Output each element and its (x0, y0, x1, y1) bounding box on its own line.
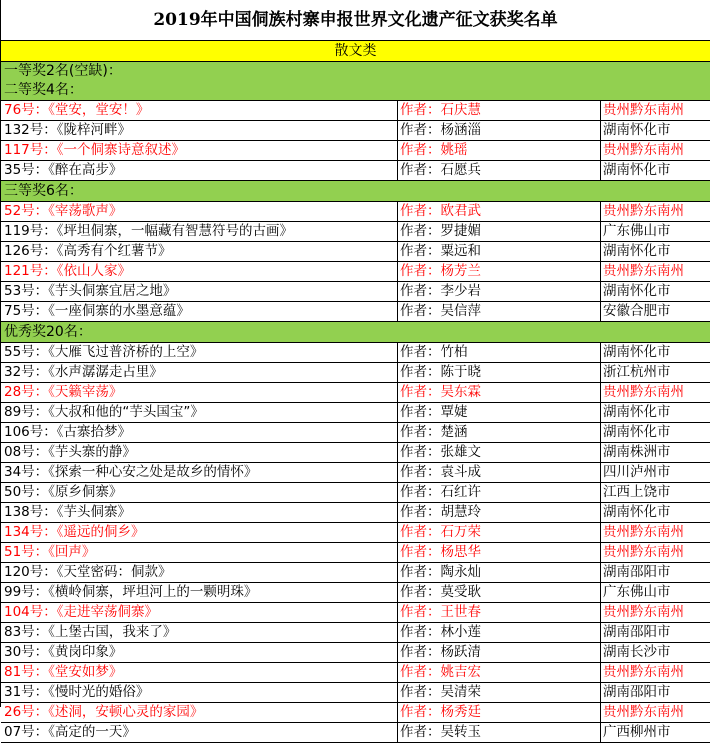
entry-number: 35号： (4, 162, 49, 178)
entry-place: 广西柳州市 (600, 723, 710, 742)
entry-number: 104号： (4, 604, 57, 620)
entry-title-cell (1, 683, 397, 702)
table-row (1, 683, 710, 703)
entry-title-cell (1, 403, 397, 422)
entry-number: 07号： (4, 724, 49, 740)
entry-author: 作者：杨秀廷 (397, 703, 600, 722)
entry-title-cell (1, 623, 397, 642)
entry-title: 《大叔和他的“芋头国宝”》 (48, 404, 204, 420)
entry-title: 《述洞，安顿心灵的家园》 (48, 704, 204, 720)
table-row (1, 563, 710, 583)
table-row (1, 222, 710, 242)
entry-place: 湖南邵阳市 (600, 683, 710, 702)
entry-number: 117号： (4, 142, 57, 158)
table-row (1, 202, 710, 222)
second-prize-list (1, 101, 710, 181)
entry-author: 作者：杨跃清 (397, 643, 600, 662)
entry-place: 四川泸州市 (600, 463, 710, 482)
entry-title: 《大雁飞过普济桥的上空》 (48, 344, 204, 360)
entry-number: 08号： (4, 444, 49, 460)
table-row (1, 302, 710, 322)
entry-title: 《原乡侗寨》 (48, 484, 123, 500)
table-row (1, 423, 710, 443)
entry-title-cell (1, 383, 397, 402)
entry-place: 湖南怀化市 (600, 242, 710, 261)
entry-number: 119号： (4, 223, 57, 239)
entry-author: 作者：陈于晓 (397, 363, 600, 382)
table-row (1, 663, 710, 683)
table-row (1, 463, 710, 483)
entry-author: 作者：楚涵 (397, 423, 600, 442)
entry-title: 《探索一种心安之处是故乡的情怀》 (48, 464, 258, 480)
entry-title: 《天堂密码：侗款》 (56, 564, 172, 580)
entry-author: 作者：吴信萍 (397, 302, 600, 321)
entry-number: 52号： (4, 203, 49, 219)
section-first-second-prize (1, 62, 710, 101)
entry-place: 贵州黔东南州 (600, 663, 710, 682)
entry-place: 贵州黔东南州 (600, 101, 710, 120)
table-row (1, 262, 710, 282)
entry-number: 55号： (4, 344, 49, 360)
entry-title-cell (1, 543, 397, 562)
entry-title-cell (1, 202, 397, 221)
entry-title-cell (1, 343, 397, 362)
table-row (1, 242, 710, 262)
entry-title: 《走进宰荡侗寨》 (56, 604, 159, 620)
entry-title-cell (1, 583, 397, 602)
entry-author: 作者：欧君武 (397, 202, 600, 221)
entry-author: 作者：覃婕 (397, 403, 600, 422)
entry-title-cell (1, 603, 397, 622)
entry-title: 《横岭侗寨，坪坦河上的一颗明珠》 (48, 584, 258, 600)
table-row (1, 543, 710, 563)
entry-number: 75号： (4, 303, 49, 319)
entry-number: 89号： (4, 404, 49, 420)
entry-author: 作者：石庆慧 (397, 101, 600, 120)
entry-title-cell (1, 723, 397, 742)
entry-author: 作者：张雄文 (397, 443, 600, 462)
entry-title: 《天籁宰荡》 (48, 384, 123, 400)
entry-title-cell (1, 262, 397, 281)
entry-title: 《芋头侗寨宜居之地》 (48, 283, 177, 299)
entry-title-cell (1, 101, 397, 120)
entry-title: 《遥远的侗乡》 (56, 524, 145, 540)
entry-place: 湖南怀化市 (600, 121, 710, 140)
entry-author: 作者：陶永灿 (397, 563, 600, 582)
entry-number: 32号： (4, 364, 49, 380)
table-row (1, 363, 710, 383)
entry-number: 28号： (4, 384, 49, 400)
entry-author: 作者：石红许 (397, 483, 600, 502)
entry-author: 作者：石愿兵 (397, 161, 600, 180)
table-row (1, 623, 710, 643)
entry-number: 99号： (4, 584, 49, 600)
entry-title-cell (1, 121, 397, 140)
entry-number: 120号： (4, 564, 57, 580)
entry-place: 贵州黔东南州 (600, 141, 710, 160)
excellence-prize-list (1, 343, 710, 743)
entry-number: 81号： (4, 664, 49, 680)
entry-place: 贵州黔东南州 (600, 202, 710, 221)
table-row (1, 643, 710, 663)
entry-place: 湖南长沙市 (600, 643, 710, 662)
table-row (1, 101, 710, 121)
entry-title-cell (1, 563, 397, 582)
entry-author: 作者：粟远和 (397, 242, 600, 261)
entry-title: 《水声潺潺走占里》 (48, 364, 163, 380)
table-row (1, 483, 710, 503)
entry-number: 51号： (4, 544, 49, 560)
entry-title: 《慢时光的婚俗》 (48, 684, 150, 700)
entry-title-cell (1, 463, 397, 482)
entry-place: 安徽合肥市 (600, 302, 710, 321)
table-row (1, 141, 710, 161)
entry-author: 作者：王世春 (397, 603, 600, 622)
entry-number: 106号： (4, 424, 57, 440)
page-title: 2019年中国侗族村寨申报世界文化遗产征文获奖名单 (1, 0, 710, 41)
entry-place: 湖南邵阳市 (600, 563, 710, 582)
entry-author: 作者：姚瑶 (397, 141, 600, 160)
table-row (1, 503, 710, 523)
entry-title-cell (1, 222, 397, 241)
entry-title: 《坪坦侗寨，一幅藏有智慧符号的古画》 (56, 223, 294, 239)
entry-title: 《一座侗寨的水墨意蕴》 (48, 303, 190, 319)
entry-place: 广东佛山市 (600, 222, 710, 241)
table-row (1, 282, 710, 302)
table-row (1, 603, 710, 623)
table-row (1, 443, 710, 463)
third-prize-header: 三等奖6名： (4, 183, 83, 199)
entry-title-cell (1, 161, 397, 180)
entry-title: 《醉在高步》 (48, 162, 123, 178)
entry-author: 作者：胡慧玲 (397, 503, 600, 522)
entry-title-cell (1, 282, 397, 301)
entry-title-cell (1, 141, 397, 160)
entry-number: 132号： (4, 122, 57, 138)
entry-place: 广东佛山市 (600, 583, 710, 602)
third-prize-list (1, 202, 710, 322)
table-row (1, 121, 710, 141)
entry-author: 作者：吴清荣 (397, 683, 600, 702)
entry-author: 作者：竹柏 (397, 343, 600, 362)
entry-author: 作者：林小莲 (397, 623, 600, 642)
entry-author: 作者：吴转玉 (397, 723, 600, 742)
entry-place: 贵州黔东南州 (600, 703, 710, 722)
entry-author: 作者：袁斗成 (397, 463, 600, 482)
entry-title: 《古寨拾梦》 (56, 424, 132, 440)
table-row (1, 583, 710, 603)
entry-title-cell (1, 663, 397, 682)
entry-title: 《陇梓河畔》 (56, 122, 132, 138)
category-header: 散文类 (1, 41, 710, 62)
entry-author: 作者：杨芳兰 (397, 262, 600, 281)
entry-title: 《宰荡歌声》 (48, 203, 123, 219)
entry-place: 浙江杭州市 (600, 363, 710, 382)
entry-title: 《堂安如梦》 (48, 664, 123, 680)
entry-title-cell (1, 523, 397, 542)
entry-place: 贵州黔东南州 (600, 603, 710, 622)
entry-author: 作者：姚吉宏 (397, 663, 600, 682)
table-row (1, 523, 710, 543)
entry-place: 贵州黔东南州 (600, 262, 710, 281)
entry-place: 湖南怀化市 (600, 161, 710, 180)
entry-place: 湖南怀化市 (600, 343, 710, 362)
entry-title-cell (1, 443, 397, 462)
entry-number: 126号： (4, 243, 57, 259)
entry-place: 湖南怀化市 (600, 423, 710, 442)
entry-number: 134号： (4, 524, 57, 540)
entry-title-cell (1, 423, 397, 442)
entry-author: 作者：吴东霖 (397, 383, 600, 402)
entry-place: 湖南怀化市 (600, 503, 710, 522)
table-row (1, 723, 710, 743)
entry-number: 138号： (4, 504, 57, 520)
entry-title: 《芋头寨的静》 (48, 444, 136, 460)
entry-title-cell (1, 242, 397, 261)
entry-author: 作者：杨思华 (397, 543, 600, 562)
entry-title-cell (1, 363, 397, 382)
table-row (1, 343, 710, 363)
entry-title: 《回声》 (48, 544, 96, 560)
entry-number: 30号： (4, 644, 49, 660)
entry-place: 江西上饶市 (600, 483, 710, 502)
excellence-prize-header: 优秀奖20名： (4, 324, 92, 340)
table-row (1, 703, 710, 723)
entry-place: 湖南株洲市 (600, 443, 710, 462)
entry-number: 34号： (4, 464, 49, 480)
entry-place: 贵州黔东南州 (600, 383, 710, 402)
table-row (1, 383, 710, 403)
entry-title: 《芋头侗寨》 (56, 504, 132, 520)
table-row (1, 161, 710, 181)
entry-number: 83号： (4, 624, 49, 640)
entry-title: 《一个侗寨诗意叙述》 (56, 142, 186, 158)
entry-title: 《高定的一天》 (48, 724, 136, 740)
entry-number: 121号： (4, 263, 57, 279)
second-prize-header: 二等奖4名： (4, 82, 83, 98)
entry-place: 贵州黔东南州 (600, 543, 710, 562)
entry-title-cell (1, 302, 397, 321)
entry-place: 湖南邵阳市 (600, 623, 710, 642)
entry-title-cell (1, 483, 397, 502)
entry-author: 作者：莫受耿 (397, 583, 600, 602)
entry-author: 作者：李少岩 (397, 282, 600, 301)
entry-place: 湖南怀化市 (600, 403, 710, 422)
entry-number: 26号： (4, 704, 49, 720)
entry-title-cell (1, 643, 397, 662)
entry-author: 作者：罗捷媚 (397, 222, 600, 241)
entry-title-cell (1, 503, 397, 522)
entry-title-cell (1, 703, 397, 722)
entry-title: 《黄岗印象》 (48, 644, 123, 660)
entry-place: 湖南怀化市 (600, 282, 710, 301)
entry-number: 76号： (4, 102, 49, 118)
entry-title: 《依山人家》 (56, 263, 132, 279)
entry-number: 31号： (4, 684, 49, 700)
entry-author: 作者：杨涵淄 (397, 121, 600, 140)
entry-title: 《高秀有个红薯节》 (56, 243, 172, 259)
first-prize-header: 一等奖2名(空缺)： (4, 63, 122, 79)
entry-title: 《上堡古国，我来了》 (48, 624, 177, 640)
entry-author: 作者：石万荣 (397, 523, 600, 542)
table-row (1, 403, 710, 423)
section-excellence-prize (1, 322, 710, 343)
entry-place: 贵州黔东南州 (600, 523, 710, 542)
entry-title: 《堂安，堂安！》 (48, 102, 150, 118)
entry-number: 53号： (4, 283, 49, 299)
section-third-prize (1, 181, 710, 202)
entry-number: 50号： (4, 484, 49, 500)
